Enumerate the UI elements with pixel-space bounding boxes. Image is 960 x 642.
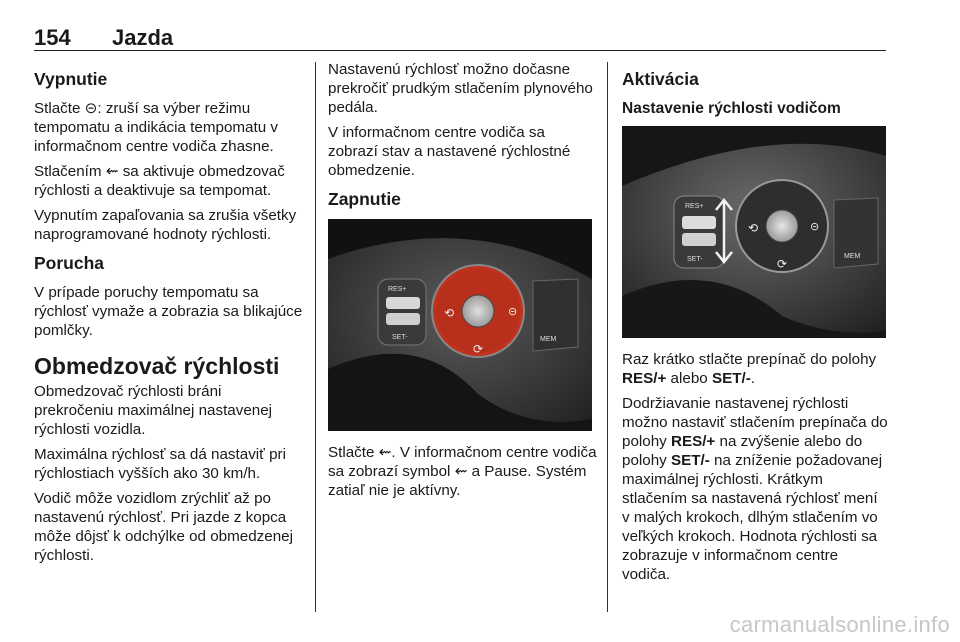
mem-label: MEM <box>844 253 861 260</box>
paragraph: Raz krátko stlačte prepínač do polohy RES/+ alebo SET/-. <box>622 351 877 387</box>
res-label: RES+ <box>388 286 407 293</box>
paragraph: V prípade poruchy tempomatu sa rýchlosť vymaže a zobrazia sa blikajúce pomlčky. <box>34 284 303 339</box>
speed-limiter-icon: ⇜ <box>378 444 392 461</box>
heading-porucha: Porucha <box>34 253 105 273</box>
paragraph: Dodržiavanie nastavenej rýchlosti možno nastaviť stlačením prepínača do polohy RES/+ na zvýšenie alebo do polohy SET/- na zníženie požadovanej maximálnej rýchlosti. Krátkym stlačením sa nastavená rýchlosť mení v malých krokoch, dlhým stlačením vo veľkých krokoch. Hodnota rýchlosti sa zobrazuje v informačnom centre vodiča. <box>622 395 888 583</box>
column-divider <box>315 62 316 612</box>
heading-nastavenie: Nastavenie rýchlosti vodičom <box>622 100 841 117</box>
svg-text:⟳: ⟳ <box>777 257 788 271</box>
paragraph: Obmedzovač rýchlosti bráni prekročeniu maximálnej nastavenej rýchlosti vozidla. <box>34 383 273 438</box>
paragraph: Stlačte ⊝: zruší sa výber režimu tempomatu a indikácia tempomatu v informačnom centre vodiča zhasne. <box>34 100 278 155</box>
paragraph: Vypnutím zapaľovania sa zrušia všetky naprogramované hodnoty rýchlosti. <box>34 207 297 243</box>
svg-text:⊝: ⊝ <box>810 220 820 233</box>
paragraph: Maximálna rýchlosť sa dá nastaviť pri rýchlostiach vyšších ako 30 km/h. <box>34 446 286 482</box>
heading-zapnutie: Zapnutie <box>328 189 401 209</box>
chapter-title: Jazda <box>112 25 174 50</box>
heading-aktivacia: Aktivácia <box>622 69 699 89</box>
svg-text:⊝: ⊝ <box>508 305 518 318</box>
paragraph: Stlačením ⇜ sa aktivuje obmedzovač rýchlosti a deaktivuje sa tempomat. <box>34 163 285 199</box>
paragraph: V informačnom centre vodiča sa zobrazí stav a nastavené rýchlostné obmedzenie. <box>328 124 571 179</box>
column-divider <box>607 62 608 612</box>
page-number: 154 <box>34 25 71 50</box>
column-right <box>622 60 888 590</box>
svg-text:⟲: ⟲ <box>444 306 455 320</box>
paragraph: Vodič môže vozidlom zrýchliť až po nastavenú rýchlosť. Pri jazde z kopca môže dôjsť k odchýlke od obmedzenej rýchlosti. <box>34 490 293 564</box>
svg-text:⟳: ⟳ <box>473 342 484 356</box>
column-left <box>34 60 304 571</box>
paragraph: Stlačte ⇜. V informačnom centre vodiča sa zobrazí symbol ⇜ a Pause. Systém zatiaľ nie je aktívny. <box>328 444 597 499</box>
page-header <box>34 14 886 51</box>
speed-limiter-icon: ⇜ <box>454 463 468 480</box>
heading-vypnutie: Vypnutie <box>34 69 108 89</box>
watermark: carmanualsonline.info <box>729 612 950 637</box>
set-label: SET- <box>687 256 703 263</box>
svg-text:⟲: ⟲ <box>748 221 759 235</box>
steering-wheel-controls-image <box>328 219 592 431</box>
column-middle <box>328 60 598 506</box>
res-label: RES+ <box>685 203 704 210</box>
speed-limiter-icon: ⇜ <box>105 163 119 180</box>
mem-label: MEM <box>540 336 557 343</box>
steering-wheel-switch-image <box>622 126 886 338</box>
cancel-cruise-icon: ⊝ <box>84 100 98 117</box>
heading-obmedzovac: Obmedzovač rýchlosti <box>34 353 280 379</box>
set-label: SET- <box>392 334 408 341</box>
paragraph: Nastavenú rýchlosť možno dočasne prekročiť prudkým stlačením plynového pedála. <box>328 61 593 116</box>
